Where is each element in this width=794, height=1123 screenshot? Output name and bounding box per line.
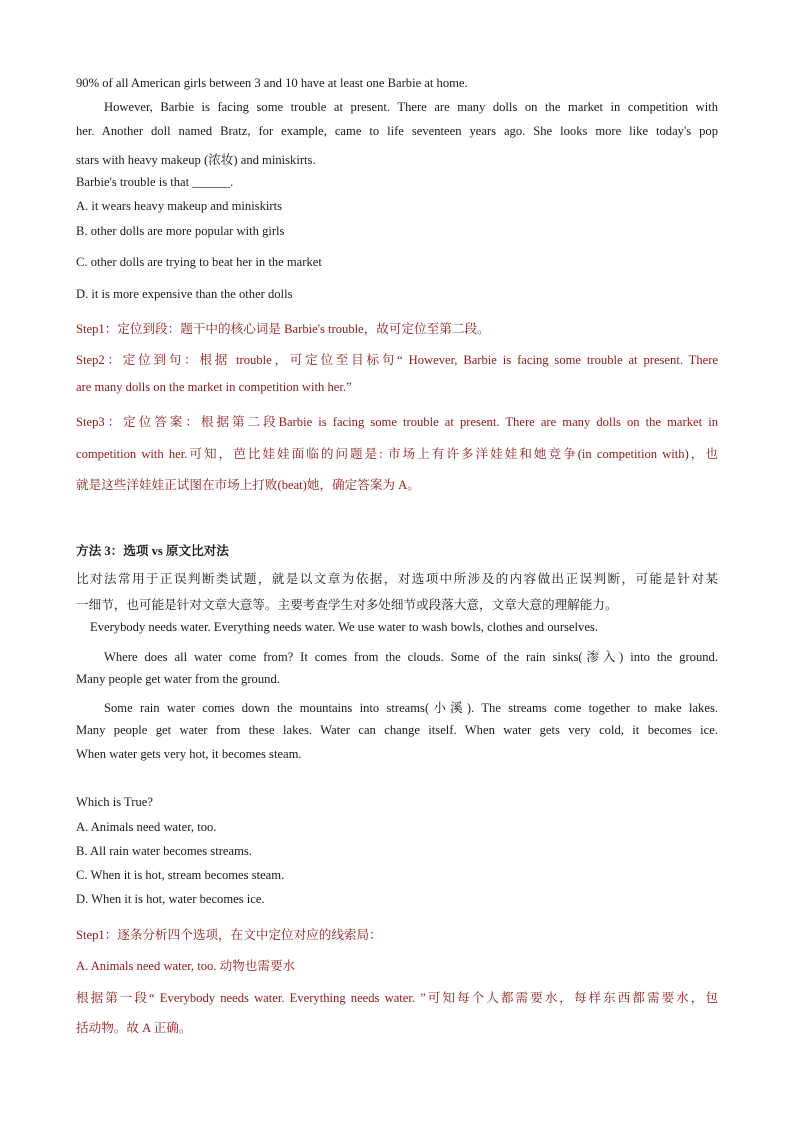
option-d: D. When it is hot, water becomes ice. [76, 892, 265, 906]
passage-line: Many people get water from the ground. [76, 672, 280, 686]
step3-text: Step3：定位答案：根据第二段Barbie is facing some trouble at present. There are many dolls on the market in [76, 415, 718, 429]
step1-text: Step1：逐条分析四个选项，在文中定位对应的线索局： [76, 928, 382, 942]
passage-line: Everybody needs water. Everything needs water. We use water to wash bowls, clothes and ourselves. [90, 620, 598, 634]
option-a: A. it wears heavy makeup and miniskirts [76, 199, 283, 213]
option-c: C. other dolls are trying to beat her in the market [76, 255, 322, 269]
step3-text-cont: competition with her.可知，芭比娃娃面临的问题是: 市场上有许多洋娃娃和她竞争(in competition with)，也 [76, 447, 718, 461]
option-b: B. other dolls are more popular with girls [76, 224, 285, 238]
analysis-text: 根据第一段“ Everybody needs water. Everything needs water. ”可知每个人都需要水，每样东西都需要水，包 [76, 991, 718, 1005]
method-description-cont: 一细节，也可能是针对文章大意等。主要考查学生对多处细节或段落大意，文章大意的理解能力。 [76, 598, 618, 612]
passage-line: When water gets very hot, it becomes steam. [76, 747, 302, 761]
passage-line: Where does all water come from? It comes from the clouds. Some of the rain sinks(渗入) into the ground. [104, 650, 718, 664]
passage-line: 90% of all American girls between 3 and 10 have at least one Barbie at home. [76, 76, 468, 90]
method-description: 比对法常用于正误判断类试题，就是以文章为依据，对选项中所涉及的内容做出正误判断，可能是针对某 [76, 572, 718, 586]
passage-line: her. Another doll named Bratz, for example, came to life seventeen years ago. She looks more like today's pop [76, 124, 718, 138]
passage-line: However, Barbie is facing some trouble at present. There are many dolls on the market in competition with [104, 100, 718, 114]
question-stem: Which is True? [76, 795, 153, 809]
step2-text-cont: are many dolls on the market in competition with her.” [76, 380, 352, 394]
passage-line: Many people get water from these lakes. Water can change itself. When water gets very cold, it becomes ice. [76, 723, 718, 737]
analysis-text-cont: 括动物。故 A 正确。 [76, 1021, 192, 1035]
option-d: D. it is more expensive than the other dolls [76, 287, 293, 301]
passage-line: Some rain water comes down the mountains into streams(小溪). The streams come together to make lakes. [104, 701, 718, 715]
question-stem: Barbie's trouble is that ______. [76, 175, 234, 189]
section-heading: 方法 3：选项 vs 原文比对法 [76, 544, 229, 558]
step2-text: Step2：定位到句：根据 trouble，可定位至目标句“ However, Barbie is facing some trouble at present. There [76, 353, 718, 367]
step1-text: Step1：定位到段：题干中的核心词是 Barbie's trouble，故可定位至第二段。 [76, 322, 490, 336]
option-c: C. When it is hot, stream becomes steam. [76, 868, 285, 882]
passage-line: stars with heavy makeup (浓妆) and miniskirts. [76, 153, 316, 167]
analysis-option-a: A. Animals need water, too. 动物也需要水 [76, 959, 296, 973]
step3-text-end: 就是这些洋娃娃正试图在市场上打败(beat)她，确定答案为 A。 [76, 478, 420, 492]
option-a: A. Animals need water, too. [76, 820, 217, 834]
option-b: B. All rain water becomes streams. [76, 844, 252, 858]
